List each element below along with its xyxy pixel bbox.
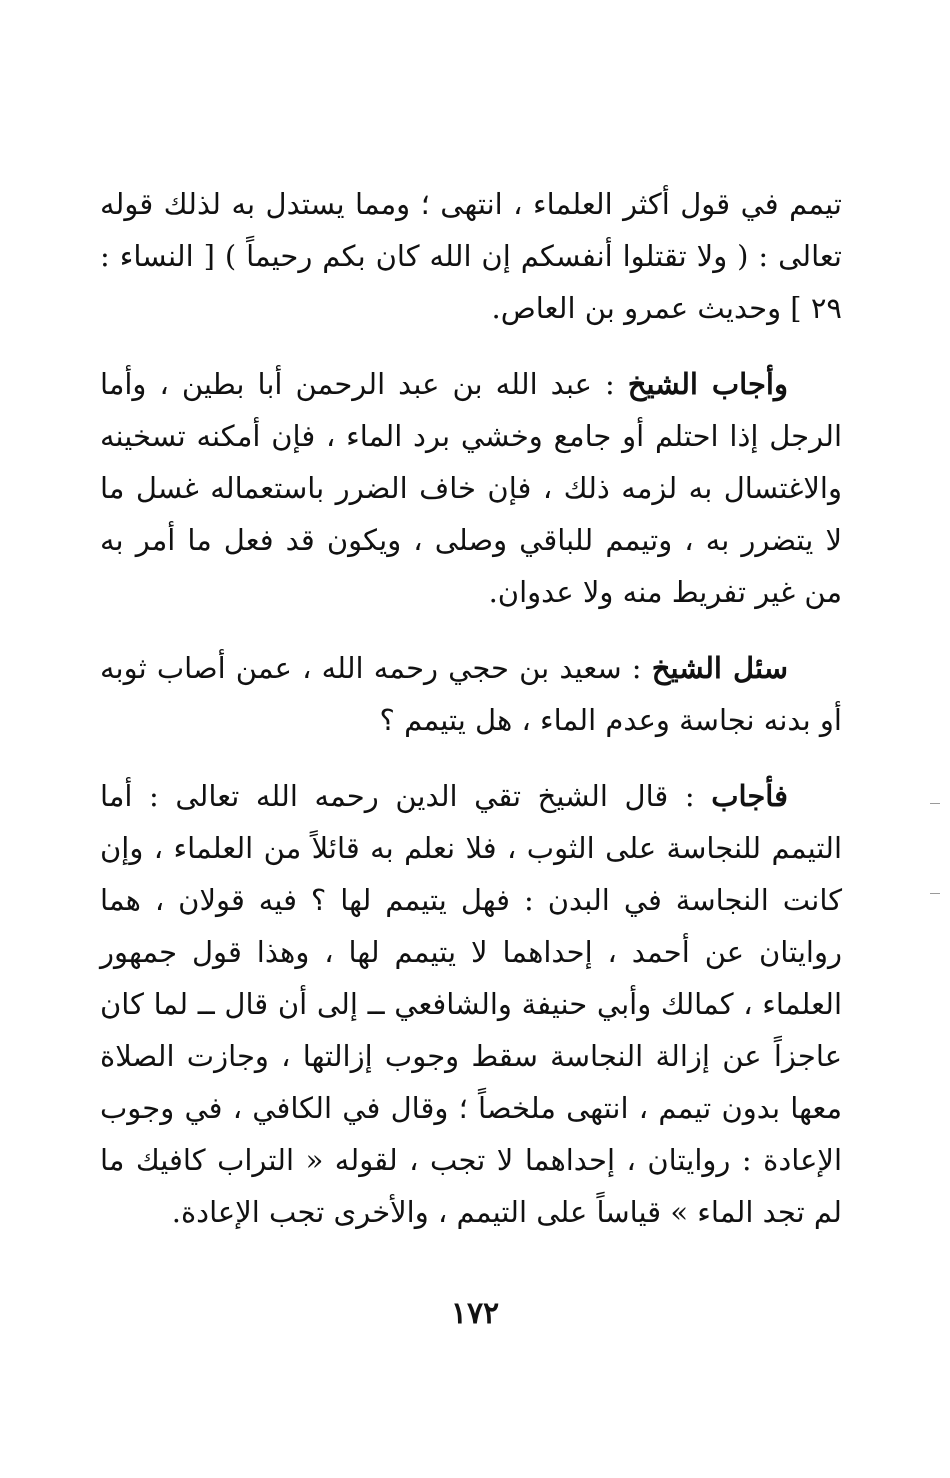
paragraph-4-lead: فأجاب [711,779,788,813]
paragraph-1 [100,178,842,334]
margin-mark-bottom [930,893,940,894]
paragraph-4-text: : قال الشيخ تقي الدين رحمه الله تعالى : أما التيمم للنجاسة على الثوب ، فلا نعلم به قائلاً من العلماء ، وإن كانت النجاسة في البدن : فهل يتيمم لها ؟ فيه قولان ، هما روايتان عن أحمد ، إحداهما لا يتيمم لها ، وهذا قول جمهور العلماء ، كمالك وأبي حنيفة والشافعي ــ إلى أن قال ــ لما كان عاجزاً عن إزالة النجاسة سقط وجوب إزالتها ، وجازت الصلاة معها بدون تيمم ، انتهى ملخصاً ؛ وقال في الكافي ، في وجوب الإعادة : روايتان ، إحداهما لا تجب ، لقوله « التراب كافيك ما لم تجد الماء » قياساً على التيمم ، والأخرى تجب الإعادة. [100,779,842,1229]
paragraph-2-text: : عبد الله بن عبد الرحمن أبا بطين ، وأما الرجل إذا احتلم أو جامع وخشي برد الماء ، فإن أمكنه تسخينه والاغتسال به لزمه ذلك ، فإن خاف الضرر باستعماله غسل ما لا يتضرر به ، وتيمم للباقي وصلى ، ويكون قد فعل ما أمر به من غير تفريط منه ولا عدوان. [100,367,842,609]
paragraph-3-lead: سئل الشيخ [651,651,789,685]
margin-mark-top [930,803,940,804]
paragraph-1-text: تيمم في قول أكثر العلماء ، انتهى ؛ ومما يستدل به لذلك قوله تعالى : ( ولا تقتلوا أنفسكم إن الله كان بكم رحيماً ) [ النساء : ٢٩ ] وحديث عمرو بن العاص. [100,187,842,325]
page-body [100,178,842,1238]
paragraph-3-text: : سعيد بن حجي رحمه الله ، عمن أصاب ثوبه أو بدنه نجاسة وعدم الماء ، هل يتيمم ؟ [100,651,842,737]
paragraph-2 [100,358,842,618]
paragraph-3 [100,642,842,746]
page-number: ١٧٢ [450,1296,500,1331]
paragraph-4 [100,770,842,1238]
paragraph-2-lead: وأجاب الشيخ [627,367,788,401]
